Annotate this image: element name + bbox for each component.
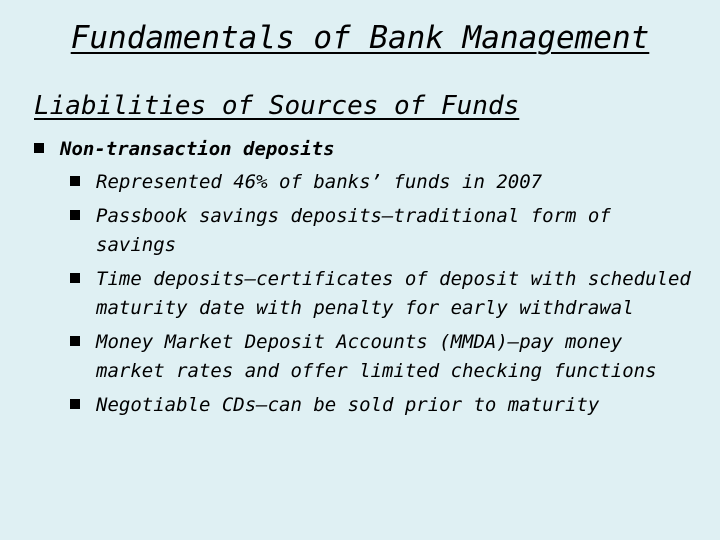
sub-bullet-item xyxy=(70,328,700,386)
slide-title: Fundamentals of Bank Management xyxy=(70,20,650,56)
sub-bullet-text: Represented 46% of banks’ funds in 2007 xyxy=(96,171,543,193)
sub-bullet-item xyxy=(70,265,700,323)
sub-bullet-text: Negotiable CDs—can be sold prior to maturity xyxy=(96,394,600,416)
square-bullet-icon xyxy=(70,210,80,220)
sub-bullet-item xyxy=(70,202,700,260)
main-bullet-text: Non-transaction deposits xyxy=(60,138,335,160)
slide-subtitle: Liabilities of Sources of Funds xyxy=(34,91,520,121)
square-bullet-icon xyxy=(70,336,80,346)
main-bullet-item xyxy=(34,136,694,162)
sub-bullet-text: Time deposits—certificates of deposit with scheduled maturity date with penalty for early withdrawal xyxy=(96,268,691,319)
sub-bullet-text: Passbook savings deposits—traditional form of savings xyxy=(96,205,611,256)
sub-bullet-text: Money Market Deposit Accounts (MMDA)—pay money market rates and offer limited checking functions xyxy=(96,331,657,382)
sub-bullet-list xyxy=(70,168,700,425)
sub-bullet-item xyxy=(70,168,700,197)
square-bullet-icon xyxy=(70,273,80,283)
square-bullet-icon xyxy=(70,399,80,409)
square-bullet-icon xyxy=(70,176,80,186)
sub-bullet-item xyxy=(70,391,700,420)
square-bullet-icon xyxy=(34,143,44,153)
